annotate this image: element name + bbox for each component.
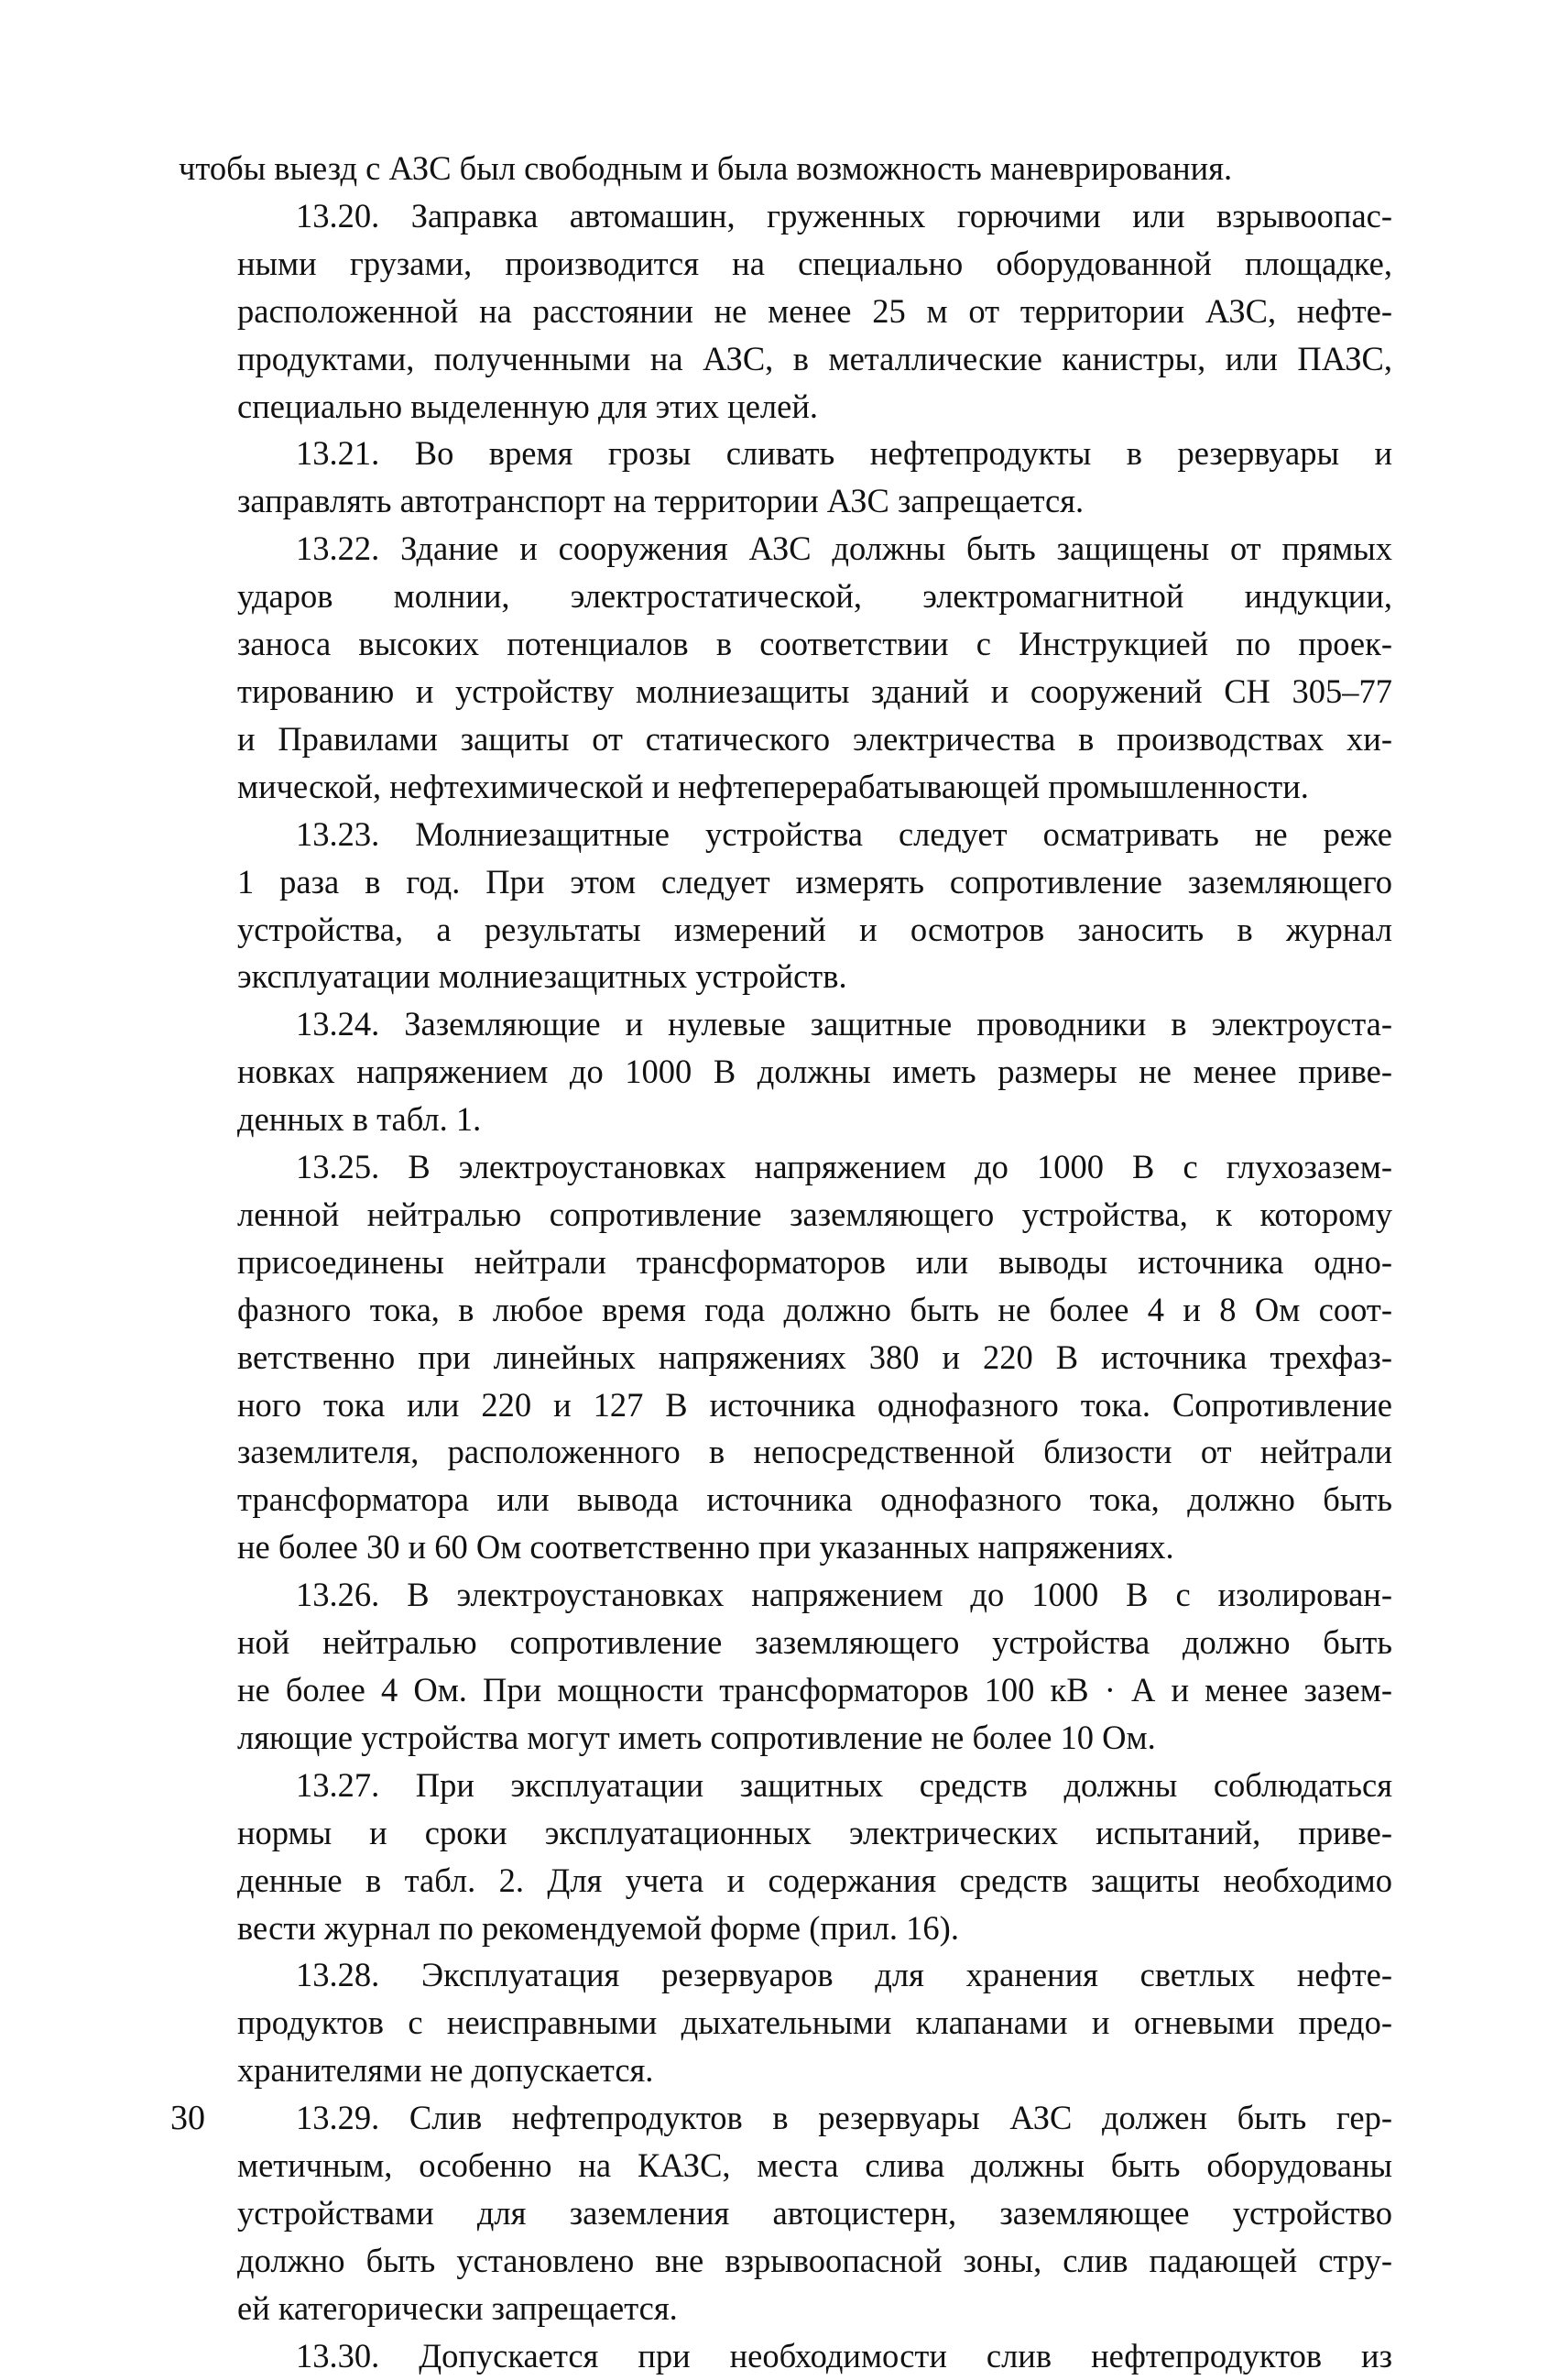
paragraph-13-30 — [179, 2332, 1392, 2380]
text-line: вести журнал по рекомендуемой форме (прил. 16). — [237, 1908, 959, 1947]
text-line: 13.27. При эксплуатации защитных средств должны соблюдаться — [296, 1765, 1392, 1804]
text-line: хранителями не допускается. — [237, 2051, 654, 2090]
paragraph-13-28 — [179, 1951, 1392, 2094]
text-line: новках напряжением до 1000 В должны иметь размеры не менее приве- — [237, 1053, 1392, 1091]
text-line: заноса высоких потенциалов в соответствии с Инструкцией по проек- — [237, 625, 1392, 663]
text-line: продуктов с неисправными дыхательными клапанами и огневыми предо- — [237, 2003, 1392, 2042]
text-line: ного тока или 220 и 127 В источника однофазного тока. Сопротивление — [237, 1385, 1392, 1424]
paragraph-13-24 — [179, 1000, 1392, 1143]
text-line: 13.23. Молниезащитные устройства следует осматривать не реже — [296, 814, 1392, 853]
text-line: и Правилами защиты от статического электричества в производствах хи- — [237, 719, 1392, 758]
paragraph-13-20 — [179, 192, 1392, 431]
text-line: ляющие устройства могут иметь сопротивление не более 10 Ом. — [237, 1718, 1156, 1756]
text-line: тированию и устройству молниезащиты зданий и сооружений СН 305–77 — [237, 671, 1392, 710]
text-line: заправлять автотранспорт на территории АЗС запрещается. — [237, 482, 1085, 520]
text-line: ными грузами, производится на специально оборудованной площадке, — [237, 244, 1392, 282]
text-line: устройствами для заземления автоцистерн, заземляющее устройство — [237, 2193, 1392, 2232]
text-line: специально выделенную для этих целей. — [237, 387, 818, 425]
text-line: не более 4 Ом. При мощности трансформаторов 100 кВ · А и менее зазем- — [237, 1671, 1392, 1709]
paragraph-13-23 — [179, 811, 1392, 1001]
text-line: присоединены нейтрали трансформаторов или выводы источника одно- — [237, 1242, 1392, 1281]
text-line: 13.30. Допускается при необходимости слив нефтепродуктов из — [296, 2336, 1392, 2375]
paragraph-13-29 — [179, 2094, 1392, 2332]
text-line: 13.28. Эксплуатация резервуаров для хранения светлых нефте- — [296, 1956, 1392, 1994]
text-line: 13.20. Заправка автомашин, груженных горючими или взрывоопас- — [296, 196, 1392, 235]
text-line: 13.22. Здание и сооружения АЗС должны быть защищены от прямых — [296, 529, 1392, 568]
text-line: метичным, особенно на КАЗС, места слива должны быть оборудованы — [237, 2146, 1392, 2185]
text-line: 1 раза в год. При этом следует измерять сопротивление заземляющего — [237, 862, 1392, 901]
paragraph-intro — [179, 145, 1392, 192]
text-line: ветственно при линейных напряжениях 380 и 220 В источника трехфаз- — [237, 1337, 1392, 1376]
text-line: нормы и сроки эксплуатационных электрических испытаний, приве- — [237, 1813, 1392, 1851]
text-line: ей категорически запрещается. — [237, 2288, 678, 2327]
text-line: 13.29. Слив нефтепродуктов в резервуары АЗС должен быть гер- — [296, 2099, 1392, 2137]
text-line: продуктами, полученными на АЗС, в металлические канистры, или ПАЗС, — [237, 339, 1392, 377]
page-number: 30 — [170, 2099, 205, 2137]
text-line: расположенной на расстоянии не менее 25 м от территории АЗС, нефте- — [237, 291, 1392, 330]
text-line: 13.25. В электроустановках напряжением до 1000 В с глухозазем- — [296, 1148, 1392, 1186]
text-line: эксплуатации молниезащитных устройств. — [237, 957, 847, 996]
text-line: трансформатора или вывода источника однофазного тока, должно быть — [237, 1480, 1392, 1519]
paragraph-13-25 — [179, 1143, 1392, 1571]
text-line: заземлителя, расположенного в непосредственной близости от нейтрали — [237, 1433, 1392, 1471]
text-line: не более 30 и 60 Ом соответственно при указанных напряжениях. — [237, 1528, 1174, 1567]
text-line: устройства, а результаты измерений и осмотров заносить в журнал — [237, 910, 1392, 948]
paragraph-13-27 — [179, 1762, 1392, 1952]
text-line: ленной нейтралью сопротивление заземляющего устройства, к которому — [237, 1195, 1392, 1233]
document-page — [179, 145, 1392, 2380]
text-line: денные в табл. 2. Для учета и содержания средств защиты необходимо — [237, 1861, 1392, 1899]
text-line: мической, нефтехимической и нефтеперерабатывающей промышленности. — [237, 767, 1309, 805]
paragraph-13-21 — [179, 430, 1392, 525]
paragraph-13-22 — [179, 525, 1392, 810]
text-line: чтобы выезд с АЗС был свободным и была возможность маневрирования. — [179, 149, 1233, 187]
text-line: ударов молнии, электростатической, электромагнитной индукции, — [237, 577, 1392, 616]
text-line: 13.26. В электроустановках напряжением до 1000 В с изолирован- — [296, 1576, 1392, 1614]
text-line: 13.24. Заземляющие и нулевые защитные проводники в электроуста- — [296, 1005, 1392, 1043]
text-line: должно быть установлено вне взрывоопасной зоны, слив падающей стру- — [237, 2241, 1392, 2279]
text-line: 13.21. Во время грозы сливать нефтепродукты в резервуары и — [296, 434, 1392, 473]
text-line: фазного тока, в любое время года должно быть не более 4 и 8 Ом соот- — [237, 1290, 1392, 1328]
text-line: ной нейтралью сопротивление заземляющего устройства должно быть — [237, 1623, 1392, 1662]
text-line: денных в табл. 1. — [237, 1100, 482, 1139]
paragraph-13-26 — [179, 1571, 1392, 1762]
